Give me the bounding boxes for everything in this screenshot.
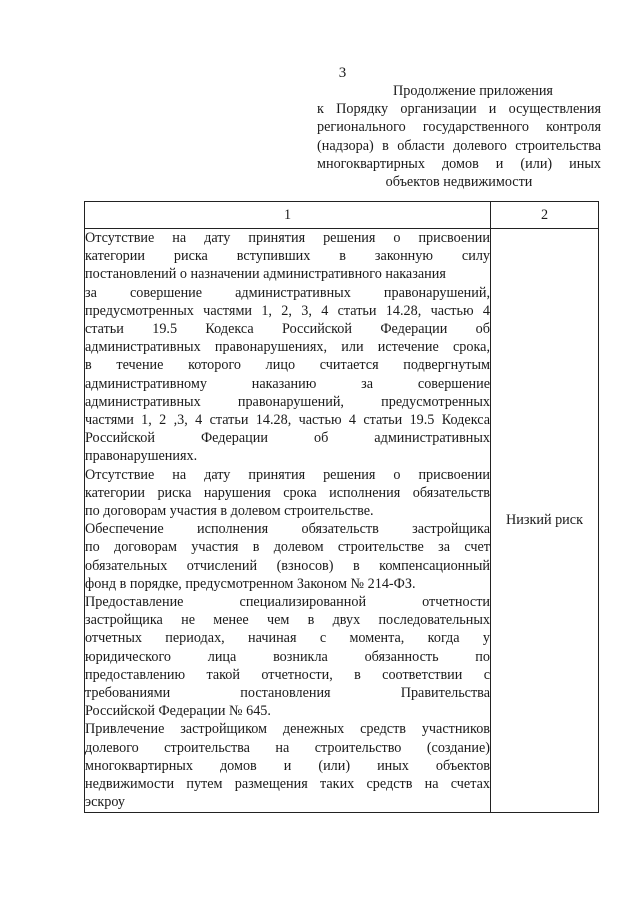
appendix-header — [317, 82, 601, 191]
criteria-line: категории риска вступивших в законную силу — [85, 248, 490, 265]
criteria-line: Предоставление специализированной отчетности — [85, 594, 490, 611]
criteria-line: обязательных отчислений (взносов) в компенсационный — [85, 557, 490, 574]
criteria-line: предусмотренных частями 1, 2, 3, 4 статьи 14.28, частью 4 — [85, 302, 490, 319]
criteria-line: предоставлению такой отчетности, в соответствии с — [85, 666, 490, 683]
criteria-line: административных правонарушениях, или истечение срока, — [85, 339, 490, 356]
criteria-line: административному наказанию за совершение — [85, 375, 490, 392]
criteria-line: по договорам участия в долевом строительстве. — [85, 503, 374, 520]
risk-criteria-table — [84, 201, 599, 813]
criteria-line: Российской Федерации № 645. — [85, 703, 271, 720]
criteria-line: требованиями постановления Правительства — [85, 685, 490, 702]
criteria-line: за совершение административных правонарушений, — [85, 284, 490, 301]
criteria-line: в течение которого лицо считается подвергнутым — [85, 357, 490, 374]
criteria-line: Обеспечение исполнения обязательств застройщика — [85, 521, 490, 538]
column-2-header: 2 — [491, 202, 599, 229]
criteria-line: недвижимости путем размещения таких средств на счетах — [85, 776, 490, 793]
criteria-line: постановлений о назначении административного наказания — [85, 266, 446, 283]
criteria-line: Отсутствие на дату принятия решения о присвоении — [85, 466, 490, 483]
criteria-line: многоквартирных домов и (или) иных объектов — [85, 757, 490, 774]
header-line: регионального государственного контроля — [317, 119, 601, 136]
header-line: (надзора) в области долевого строительства — [317, 137, 601, 154]
criteria-line: отчетных периодах, начиная с момента, когда у — [85, 630, 490, 647]
criteria-line: по договорам участия в долевом строительстве за счет — [85, 539, 490, 556]
criteria-line: эскроу — [85, 794, 126, 811]
criteria-line: Отсутствие на дату принятия решения о присвоении — [85, 230, 490, 246]
column-1-header: 1 — [85, 202, 491, 229]
page-number: 3 — [338, 65, 347, 81]
criteria-line: административных правонарушений, предусмотренных — [85, 393, 490, 410]
criteria-line: частями 1, 2 ,3, 4 статьи 14.28, частью 4 статьи 19.5 Кодекса — [85, 412, 490, 429]
criteria-line: застройщика не менее чем в двух последовательных — [85, 612, 490, 629]
criteria-line: статьи 19.5 Кодекса Российской Федерации об — [85, 321, 490, 338]
criteria-line: правонарушениях. — [85, 448, 198, 465]
criteria-line: Российской Федерации об административных — [85, 430, 490, 447]
criteria-line: категории риска нарушения срока исполнения обязательств — [85, 484, 490, 501]
criteria-line: Привлечение застройщиком денежных средств участников — [85, 721, 490, 738]
header-line: многоквартирных домов и (или) иных — [317, 155, 601, 172]
header-line: объектов недвижимости — [385, 174, 533, 191]
header-line: к Порядку организации и осуществления — [317, 101, 601, 118]
table-row — [85, 229, 599, 813]
criteria-line: долевого строительства на строительство (создание) — [85, 739, 490, 756]
criteria-line: юридического лица возникла обязанность по — [85, 648, 490, 665]
criteria-cell — [85, 229, 491, 813]
header-line: Продолжение приложения — [393, 83, 553, 99]
risk-level-cell: Низкий риск — [491, 229, 599, 813]
table-header-row — [85, 202, 599, 229]
criteria-line: фонд в порядке, предусмотренном Законом № 214-ФЗ. — [85, 575, 416, 592]
